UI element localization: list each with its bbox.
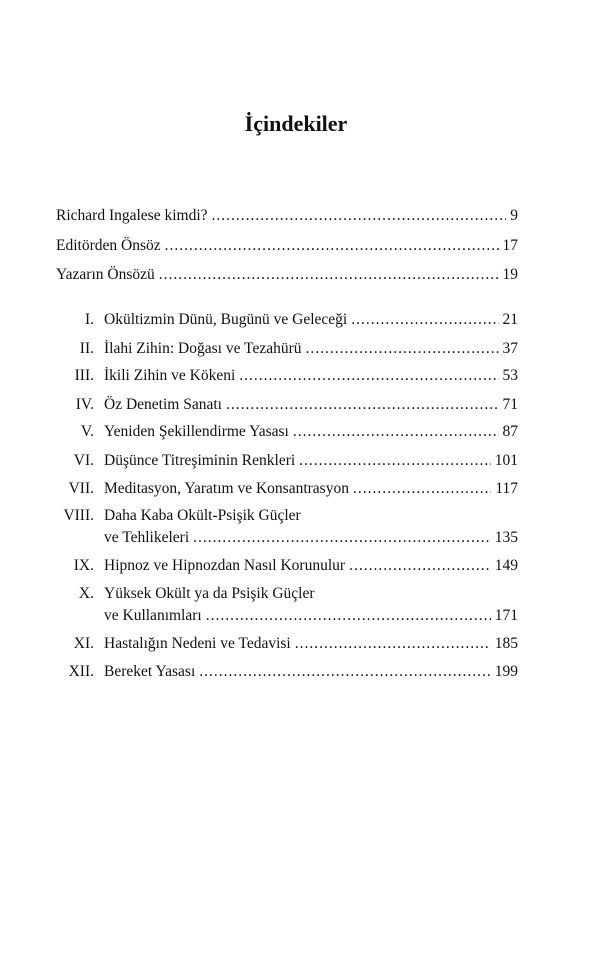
chapter-number: XI. <box>73 635 94 652</box>
chapter-number: IV. <box>75 396 94 413</box>
page-title: İçindekiler <box>244 111 348 136</box>
toc-entry <box>56 206 518 226</box>
toc-entry-page: 17 <box>502 237 518 254</box>
dot-leader <box>199 662 490 682</box>
dot-leader <box>193 528 491 548</box>
toc-chapter <box>56 584 518 604</box>
chapter-title: Hastalığın Nedeni ve Tedavisi <box>104 635 291 652</box>
chapter-page: 149 <box>494 557 518 574</box>
toc-entry-title: Yazarın Önsözü <box>56 266 155 283</box>
chapter-number: V. <box>80 423 94 440</box>
chapter-title: İlahi Zihin: Doğası ve Tezahürü <box>104 340 302 357</box>
chapter-title: Daha Kaba Okült-Psişik Güçler <box>104 507 301 524</box>
chapter-page: 71 <box>502 396 518 413</box>
toc-chapter <box>56 556 518 576</box>
chapter-page: 21 <box>502 311 518 328</box>
toc-entry <box>56 265 518 285</box>
chapter-title: Hipnoz ve Hipnozdan Nasıl Korunulur <box>104 557 346 574</box>
toc-chapter-continuation <box>104 606 518 626</box>
dot-leader <box>159 265 499 285</box>
toc-entry-title: Richard Ingalese kimdi? <box>56 207 208 224</box>
dot-leader <box>239 366 498 386</box>
chapter-number: II. <box>79 340 94 357</box>
toc-chapter <box>56 479 518 499</box>
dot-leader <box>293 422 499 442</box>
chapter-page: 53 <box>502 367 518 384</box>
toc-chapter <box>56 366 518 386</box>
chapter-number: VII. <box>68 480 94 497</box>
toc-chapter <box>56 310 518 330</box>
toc-entry-page: 19 <box>502 266 518 283</box>
dot-leader <box>226 395 499 415</box>
chapter-number: IX. <box>73 557 94 574</box>
dot-leader <box>206 606 491 626</box>
chapter-title-continued: ve Tehlikeleri <box>104 529 190 546</box>
toc-entry <box>56 236 518 256</box>
chapter-number: X. <box>78 585 94 602</box>
chapter-title: Yüksek Okült ya da Psişik Güçler <box>104 585 315 602</box>
chapter-title: Yeniden Şekillendirme Yasası <box>104 423 289 440</box>
chapter-number: III. <box>74 367 94 384</box>
chapter-page: 37 <box>502 340 518 357</box>
chapter-page: 87 <box>502 423 518 440</box>
chapter-page: 199 <box>494 663 518 680</box>
chapter-number: VIII. <box>63 507 94 524</box>
chapter-title: İkili Zihin ve Kökeni <box>104 367 236 384</box>
chapter-title: Bereket Yasası <box>104 663 196 680</box>
chapter-page: 135 <box>494 529 518 546</box>
toc-entry-title: Editörden Önsöz <box>56 237 161 254</box>
chapter-number: I. <box>84 311 94 328</box>
dot-leader <box>212 206 507 226</box>
chapter-page: 101 <box>494 452 518 469</box>
dot-leader <box>353 479 491 499</box>
toc-chapter <box>56 506 518 526</box>
chapter-title: Okültizmin Dünü, Bugünü ve Geleceği <box>104 311 348 328</box>
chapter-title: Öz Denetim Sanatı <box>104 396 222 413</box>
chapter-page: 117 <box>495 480 518 497</box>
dot-leader <box>351 310 498 330</box>
dot-leader <box>349 556 491 576</box>
toc-chapter <box>56 662 518 682</box>
toc-chapter <box>56 339 518 359</box>
dot-leader <box>165 236 499 256</box>
chapter-number: XII. <box>68 663 94 680</box>
toc-chapter <box>56 422 518 442</box>
chapter-title: Meditasyon, Yaratım ve Konsantrasyon <box>104 480 349 497</box>
chapter-page: 185 <box>494 635 518 652</box>
dot-leader <box>299 451 491 471</box>
chapter-title-continued: ve Kullanımları <box>104 607 202 624</box>
toc-chapter <box>56 395 518 415</box>
chapter-number: VI. <box>73 452 94 469</box>
toc-chapter <box>56 634 518 654</box>
toc-chapter-continuation <box>104 528 518 548</box>
dot-leader <box>306 339 499 359</box>
chapter-title: Düşünce Titreşiminin Renkleri <box>104 452 296 469</box>
toc-entry-page: 9 <box>510 207 518 224</box>
toc-chapter <box>56 451 518 471</box>
chapter-page: 171 <box>494 607 518 624</box>
dot-leader <box>295 634 491 654</box>
